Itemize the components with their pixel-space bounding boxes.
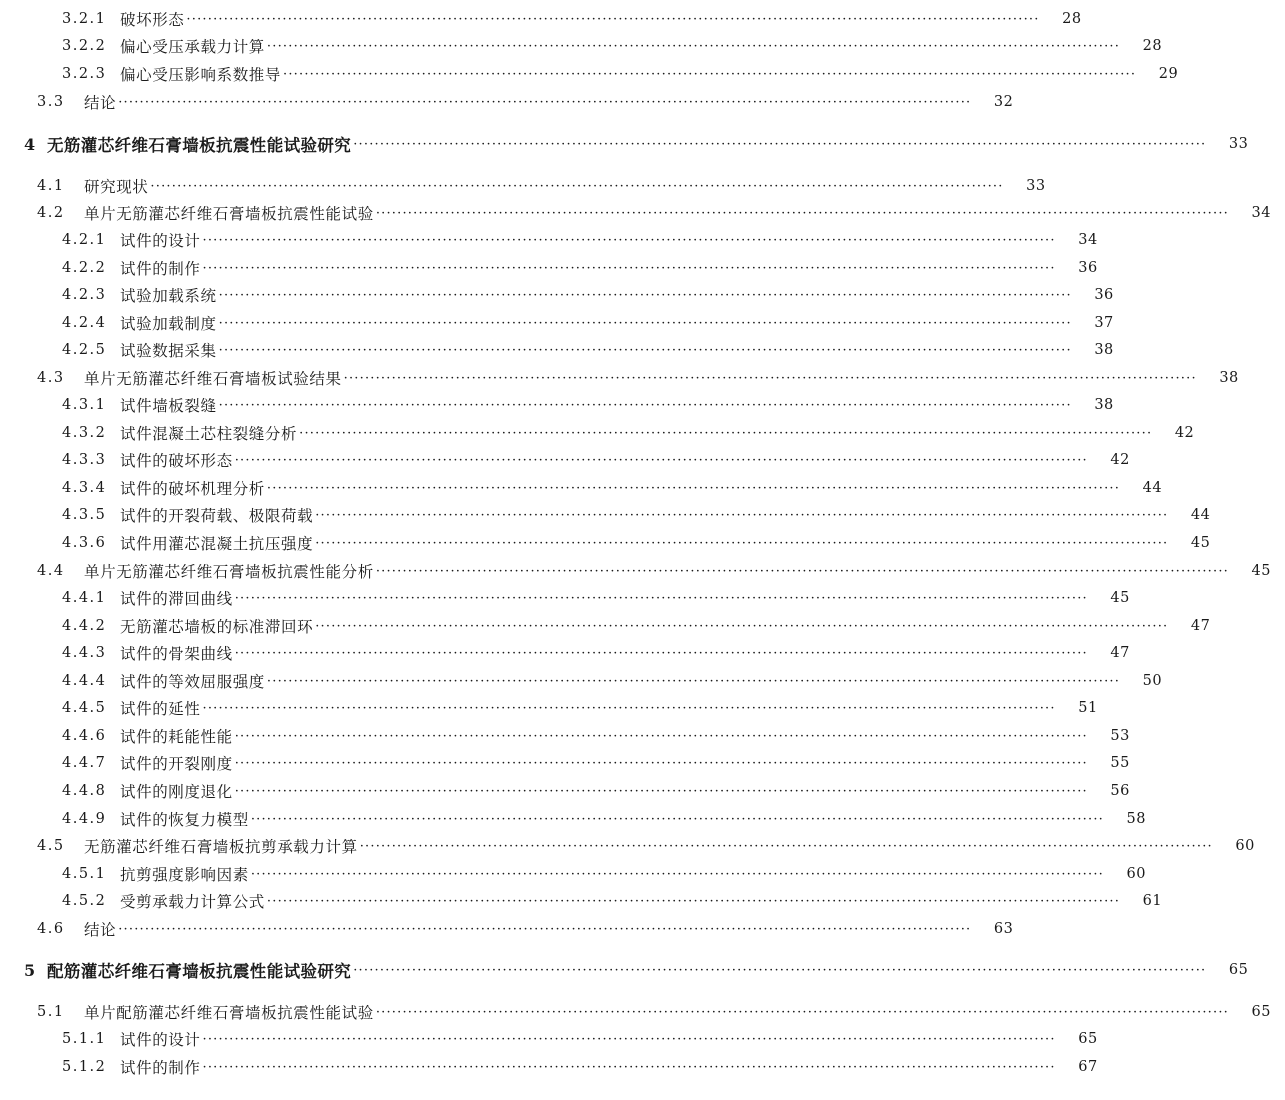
toc-entry[interactable]: 4.3.2 试件混凝土芯柱裂缝分析 ································································································································································ 42	[0, 421, 750, 445]
toc-section-title: 结论	[84, 94, 117, 112]
toc-page-number: 65	[1251, 1004, 1271, 1020]
toc-dot-leader: ································································································································································	[218, 287, 1072, 303]
toc-entry[interactable]: 3.2.2 偏心受压承载力计算 ································································································································································ 28	[0, 34, 750, 58]
toc-page-number: 44	[1142, 480, 1163, 496]
toc-entry[interactable]: 4.4.7 试件的开裂刚度 ································································································································································ 55	[0, 751, 750, 775]
toc-dot-leader: ································································································································································	[250, 866, 1104, 882]
toc-entry[interactable]: 4.4.5 试件的延性 ································································································································································ 51	[0, 696, 750, 720]
toc-dot-leader: ································································································································································	[359, 838, 1213, 854]
toc-dot-leader: ································································································································································	[315, 535, 1169, 551]
toc-page-number: 28	[1062, 11, 1082, 27]
toc-chapter[interactable]: 5 配筋灌芯纤维石膏墙板抗震性能试验研究 ································································································································································ 65	[0, 958, 750, 982]
toc-page-number: 67	[1078, 1059, 1098, 1075]
toc-section-title: 试件的破坏形态	[120, 452, 233, 470]
toc-page-number: 42	[1174, 425, 1195, 441]
toc-page-number: 38	[1094, 342, 1114, 358]
toc-section-title: 偏心受压影响系数推导	[120, 66, 282, 84]
toc-section-title: 试验加载系统	[120, 287, 217, 305]
toc-section-title: 试件的恢复力模型	[120, 811, 249, 829]
toc-page-number: 60	[1235, 838, 1255, 854]
toc-entry[interactable]: 5.1.1 试件的设计 ································································································································································ 65	[0, 1027, 750, 1051]
toc-dot-leader: ································································································································································	[202, 700, 1056, 716]
toc-section-title: 试件的设计	[120, 232, 201, 250]
toc-dot-leader: ································································································································································	[186, 11, 1040, 27]
toc-page-number: 58	[1126, 811, 1146, 827]
toc-dot-leader: ································································································································································	[234, 755, 1088, 771]
toc-dot-leader: ································································································································································	[218, 397, 1072, 413]
toc-entry[interactable]: 4.3.5 试件的开裂荷载、极限荷载 ································································································································································ 44	[0, 503, 750, 527]
toc-page-number: 37	[1094, 315, 1114, 331]
toc-dot-leader: ································································································································································	[234, 452, 1088, 468]
toc-dot-leader: ································································································································································	[266, 480, 1121, 496]
toc-section-title: 无筋灌芯墙板的标准滞回环	[120, 618, 314, 636]
toc-dot-leader: ································································································································································	[118, 94, 972, 110]
toc-dot-leader: ································································································································································	[299, 425, 1153, 441]
toc-dot-leader: ································································································································································	[375, 205, 1229, 221]
toc-entry[interactable]: 5.1.2 试件的制作 ································································································································································ 67	[0, 1055, 750, 1079]
toc-page-number: 51	[1078, 700, 1098, 716]
toc-section-title: 无筋灌芯纤维石膏墙板抗震性能试验研究	[47, 136, 352, 155]
toc-entry[interactable]: 4.5.2 受剪承载力计算公式 ································································································································································ 61	[0, 889, 750, 913]
toc-entry[interactable]: 4.3 单片无筋灌芯纤维石膏墙板试验结果 ································································································································································ 38	[0, 366, 750, 390]
toc-section-title: 试件的制作	[120, 1059, 201, 1077]
toc-entry[interactable]: 4.2.5 试验数据采集 ································································································································································ 38	[0, 338, 750, 362]
toc-page-number: 36	[1078, 260, 1098, 276]
toc-entry[interactable]: 4.3.1 试件墙板裂缝 ································································································································································ 38	[0, 393, 750, 417]
toc-dot-leader: ································································································································································	[266, 893, 1121, 909]
toc-dot-leader: ································································································································································	[202, 232, 1056, 248]
toc-entry[interactable]: 4.4 单片无筋灌芯纤维石膏墙板抗震性能分析 ································································································································································ 45	[0, 559, 750, 583]
toc-entry[interactable]: 4.3.3 试件的破坏形态 ································································································································································ 42	[0, 448, 750, 472]
toc-entry[interactable]: 3.3 结论 ································································································································································ 32	[0, 90, 750, 114]
toc-section-title: 配筋灌芯纤维石膏墙板抗震性能试验研究	[47, 962, 352, 981]
toc-page-number: 45	[1190, 535, 1211, 551]
toc-entry[interactable]: 4.4.6 试件的耗能性能 ································································································································································ 53	[0, 724, 750, 748]
toc-dot-leader: ································································································································································	[234, 728, 1088, 744]
toc-entry[interactable]: 4.5 无筋灌芯纤维石膏墙板抗剪承载力计算 ································································································································································ 60	[0, 834, 750, 858]
toc-entry[interactable]: 4.5.1 抗剪强度影响因素 ································································································································································ 60	[0, 862, 750, 886]
toc-entry[interactable]: 4.2.3 试验加载系统 ································································································································································ 36	[0, 283, 750, 307]
toc-entry[interactable]: 5.1 单片配筋灌芯纤维石膏墙板抗震性能试验 ································································································································································ 65	[0, 1000, 750, 1024]
toc-page-number: 60	[1126, 866, 1146, 882]
toc-entry[interactable]: 4.4.2 无筋灌芯墙板的标准滞回环 ································································································································································ 47	[0, 614, 750, 638]
toc-page-number: 65	[1078, 1031, 1098, 1047]
toc-dot-leader: ································································································································································	[218, 342, 1072, 358]
toc-section-title: 试件的制作	[120, 260, 201, 278]
toc-page-number: 38	[1094, 397, 1114, 413]
toc-entry[interactable]: 4.4.8 试件的刚度退化 ································································································································································ 56	[0, 779, 750, 803]
toc-section-title: 试件墙板裂缝	[120, 397, 217, 415]
toc-dot-leader: ································································································································································	[150, 178, 1004, 194]
toc-page-number: 65	[1228, 962, 1249, 978]
toc-dot-leader: ································································································································································	[353, 962, 1207, 978]
toc-dot-leader: ································································································································································	[234, 590, 1088, 606]
toc-section-title: 试件用灌芯混凝土抗压强度	[120, 535, 314, 553]
toc-page-number: 47	[1190, 618, 1211, 634]
toc-section-title: 试件的骨架曲线	[120, 645, 233, 663]
toc-page-number: 47	[1110, 645, 1130, 661]
toc-page-number: 34	[1078, 232, 1098, 248]
toc-entry[interactable]: 4.2 单片无筋灌芯纤维石膏墙板抗震性能试验 ································································································································································ 34	[0, 201, 750, 225]
toc-section-title: 试件的耗能性能	[120, 728, 233, 746]
toc-section-title: 无筋灌芯纤维石膏墙板抗剪承载力计算	[84, 838, 358, 856]
toc-page-number: 53	[1110, 728, 1130, 744]
toc-entry[interactable]: 3.2.1 破坏形态 ································································································································································ 28	[0, 7, 750, 31]
toc-section-title: 试验数据采集	[120, 342, 217, 360]
toc-page-number: 55	[1110, 755, 1130, 771]
toc-page-number: 42	[1110, 452, 1130, 468]
toc-section-title: 单片无筋灌芯纤维石膏墙板试验结果	[84, 370, 342, 388]
toc-dot-leader: ································································································································································	[375, 1004, 1229, 1020]
toc-dot-leader: ································································································································································	[315, 618, 1169, 634]
toc-dot-leader: ································································································································································	[343, 370, 1197, 386]
toc-section-title: 试件的滞回曲线	[120, 590, 233, 608]
toc-page-number: 63	[993, 921, 1014, 937]
toc-page-number: 33	[1026, 178, 1046, 194]
toc-page-number: 61	[1142, 893, 1163, 909]
toc-dot-leader: ································································································································································	[202, 1031, 1056, 1047]
toc-section-title: 结论	[84, 921, 117, 939]
toc-entry[interactable]: 4.6 结论 ································································································································································ 63	[0, 917, 750, 941]
toc-section-title: 研究现状	[84, 178, 149, 196]
toc-section-title: 抗剪强度影响因素	[120, 866, 249, 884]
toc-section-title: 试件的刚度退化	[120, 783, 233, 801]
toc-page-number: 33	[1228, 136, 1249, 152]
toc-page-number: 50	[1142, 673, 1163, 689]
toc-dot-leader: ································································································································································	[283, 66, 1137, 82]
toc-entry[interactable]: 4.3.6 试件用灌芯混凝土抗压强度 ································································································································································ 45	[0, 531, 750, 555]
toc-entry[interactable]: 4.4.4 试件的等效屈服强度 ································································································································································ 50	[0, 669, 750, 693]
toc-entry[interactable]: 4.2.1 试件的设计 ································································································································································ 34	[0, 228, 750, 252]
toc-section-title: 偏心受压承载力计算	[120, 38, 265, 56]
toc-entry[interactable]: 4.4.1 试件的滞回曲线 ································································································································································ 45	[0, 586, 750, 610]
toc-dot-leader: ································································································································································	[234, 645, 1088, 661]
toc-section-title: 试件的等效屈服强度	[120, 673, 265, 691]
toc-dot-leader: ································································································································································	[250, 811, 1104, 827]
toc-entry[interactable]: 4.2.2 试件的制作 ································································································································································ 36	[0, 256, 750, 280]
toc-entry[interactable]: 4.1 研究现状 ································································································································································ 33	[0, 174, 750, 198]
toc-section-title: 破坏形态	[120, 11, 185, 29]
toc-page-number: 36	[1094, 287, 1114, 303]
toc-section-title: 试件混凝土芯柱裂缝分析	[120, 425, 298, 443]
toc-page-number: 34	[1251, 205, 1271, 221]
toc-dot-leader: ································································································································································	[266, 38, 1121, 54]
toc-section-title: 试件的破坏机理分析	[120, 480, 265, 498]
toc-page-number: 45	[1251, 563, 1271, 579]
toc-page-number: 44	[1190, 507, 1211, 523]
toc-dot-leader: ································································································································································	[202, 260, 1056, 276]
toc-page-number: 29	[1158, 66, 1179, 82]
toc-page-number: 38	[1219, 370, 1239, 386]
toc-section-title: 单片无筋灌芯纤维石膏墙板抗震性能试验	[84, 205, 374, 223]
toc-section-title: 受剪承载力计算公式	[120, 893, 265, 911]
toc-section-title: 单片无筋灌芯纤维石膏墙板抗震性能分析	[84, 563, 374, 581]
toc-dot-leader: ································································································································································	[315, 507, 1169, 523]
toc-page-number: 28	[1142, 38, 1163, 54]
toc-section-title: 试验加载制度	[120, 315, 217, 333]
toc-dot-leader: ································································································································································	[353, 136, 1207, 152]
toc-page-number: 45	[1110, 590, 1130, 606]
toc-entry[interactable]: 4.2.4 试验加载制度 ································································································································································ 37	[0, 311, 750, 335]
toc-chapter[interactable]: 4 无筋灌芯纤维石膏墙板抗震性能试验研究 ································································································································································ 33	[0, 132, 750, 156]
toc-section-title: 试件的设计	[120, 1031, 201, 1049]
toc-dot-leader: ································································································································································	[375, 563, 1229, 579]
toc-dot-leader: ································································································································································	[118, 921, 972, 937]
toc-dot-leader: ································································································································································	[218, 315, 1072, 331]
toc-dot-leader: ································································································································································	[234, 783, 1088, 799]
toc-section-title: 试件的开裂荷载、极限荷载	[120, 507, 314, 525]
toc-page-number: 32	[993, 94, 1014, 110]
toc-section-title: 试件的延性	[120, 700, 201, 718]
toc-dot-leader: ································································································································································	[202, 1059, 1056, 1075]
toc-entry[interactable]: 3.2.3 偏心受压影响系数推导 ································································································································································ 29	[0, 62, 750, 86]
toc-entry[interactable]: 4.4.3 试件的骨架曲线 ································································································································································ 47	[0, 641, 750, 665]
toc-entry[interactable]: 4.4.9 试件的恢复力模型 ································································································································································ 58	[0, 807, 750, 831]
toc-section-title: 试件的开裂刚度	[120, 755, 233, 773]
toc-dot-leader: ································································································································································	[266, 673, 1121, 689]
toc-page-number: 56	[1110, 783, 1130, 799]
toc-entry[interactable]: 4.3.4 试件的破坏机理分析 ································································································································································ 44	[0, 476, 750, 500]
toc-section-title: 单片配筋灌芯纤维石膏墙板抗震性能试验	[84, 1004, 374, 1022]
